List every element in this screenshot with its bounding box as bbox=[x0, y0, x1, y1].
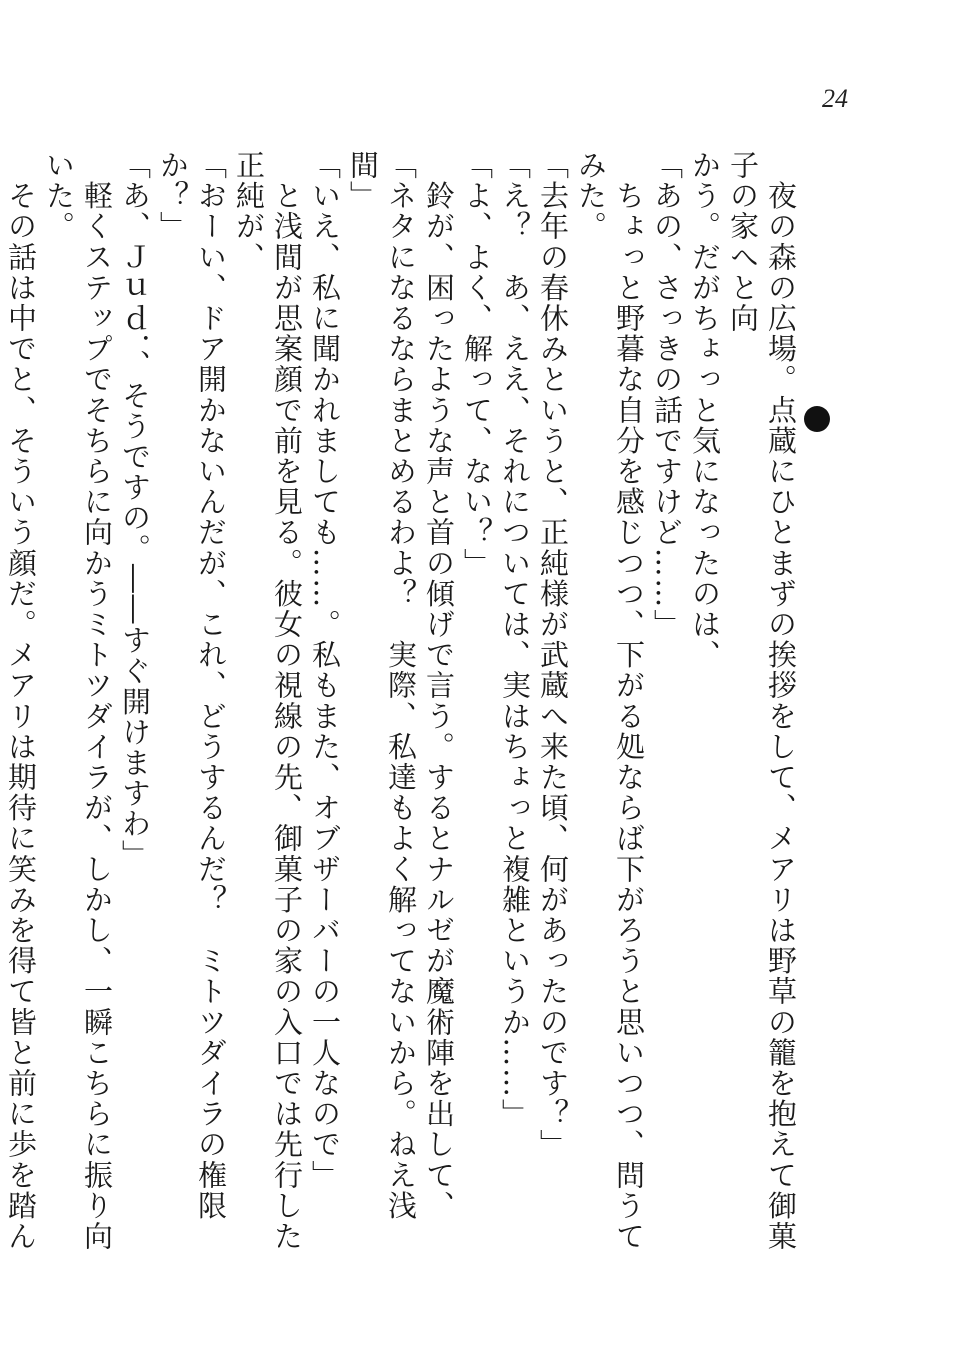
text-line: 「ネタになるならまとめるわよ？ 実際、私達もよく解ってないから。ねえ浅間」 bbox=[346, 150, 418, 1221]
page-number: 24 bbox=[822, 84, 848, 113]
section-bullet-icon bbox=[804, 406, 830, 432]
body-text bbox=[4, 150, 800, 1260]
text-line: 「え？ あ、ええ、それについては、実はちょっと複雑というか……」 bbox=[498, 150, 532, 1130]
text-line: 「あの、さっきの話ですけど……」 bbox=[650, 150, 684, 640]
text-line: 軽くステップでそちらに向かうミトツダイラが、しかし、一瞬こちらに振り向いた。 bbox=[42, 150, 114, 1252]
text-line: 「おーい、ドア開かないんだが、これ、どうするんだ？ ミトツダイラの権限か？」 bbox=[156, 150, 228, 1221]
text-line: ちょっと野暮な自分を感じつつ、下がる処ならば下がろうと思いつつ、問うてみた。 bbox=[574, 150, 646, 1252]
text-line: かう。だがちょっと気になったのは、 bbox=[688, 150, 722, 671]
text-line: その話は中でと、そういう顔だ。メアリは期待に笑みを得て皆と前に歩を踏ん bbox=[4, 180, 38, 1252]
text-line: 夜の森の広場。点蔵にひとまずの挨拶をして、メアリは野草の籠を抱えて御菓子の家へと向 bbox=[726, 150, 798, 1252]
text-line: 「あ、Ｊｕｄ．、そうですの。――すぐ開けますわ」 bbox=[118, 150, 152, 870]
text-line: 「いえ、私に聞かれましても……。私もまた、オブザーバーの一人なので」 bbox=[308, 150, 342, 1191]
text-line: 鈴が、困ったような声と首の傾げで言う。するとナルゼが魔術陣を出して、 bbox=[422, 150, 456, 1221]
text-line: 「よ、よく、解って、ない？」 bbox=[460, 150, 494, 579]
text-line: と浅間が思案顔で前を見る。彼女の視線の先、御菓子の家の入口では先行した正純が、 bbox=[232, 150, 304, 1252]
text-line: 「去年の春休みというと、正純様が武蔵へ来た頃、何があったのです？」 bbox=[536, 150, 570, 1160]
